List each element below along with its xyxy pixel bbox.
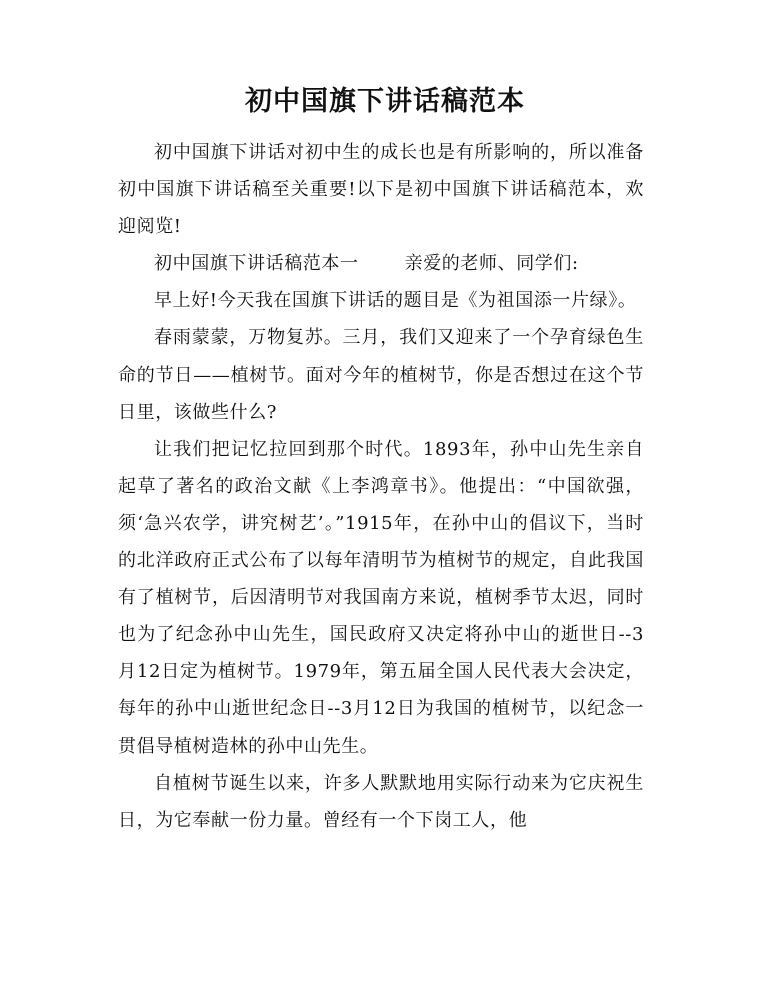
body-paragraph-history: 让我们把记忆拉回到那个时代。1893年，孙中山先生亲自起草了著名的政治文献《上李鸿章书》。他提出：“中国欲强，须‘急兴农学，讲究树艺’。”1915年，在孙中山的倡议下，当时的北洋政府正式公布了以每年清明节为植树节的规定，自此我国有了植树节，后因清明节对我国南方来说，植树季节太迟，同时也为了纪念孙中山先生，国民政府又决定将孙中山的逝世日--3月12日定为植树节。1979年，第五届全国人民代表大会决定，每年的孙中山逝世纪念日--3月12日为我国的植树节，以纪念一贯倡导植树造林的孙中山先生。 <box>118 438 644 757</box>
section-heading-line <box>118 245 644 282</box>
section-heading: 初中国旗下讲话稿范本一 <box>154 253 359 275</box>
document-body <box>118 134 644 839</box>
intro-paragraph: 初中国旗下讲话对初中生的成长也是有所影响的，所以准备初中国旗下讲话稿至关重要!以下是初中国旗下讲话稿范本，欢迎阅览! <box>118 142 644 238</box>
body-paragraph-spring: 春雨蒙蒙，万物复苏。三月，我们又迎来了一个孕育绿色生命的节日——植树节。面对今年的植树节，你是否想过在这个节日里，该做些什么? <box>118 327 644 423</box>
body-paragraph-since: 自植树节诞生以来，许多人默默地用实际行动来为它庆祝生日，为它奉献一份力量。曾经有一个下岗工人，他 <box>118 772 644 831</box>
salutation: 亲爱的老师、同学们: <box>404 253 579 275</box>
document-title: 初中国旗下讲话稿范本 <box>245 86 525 117</box>
body-paragraph-greeting: 早上好!今天我在国旗下讲话的题目是《为祖国添一片绿》。 <box>154 290 637 312</box>
